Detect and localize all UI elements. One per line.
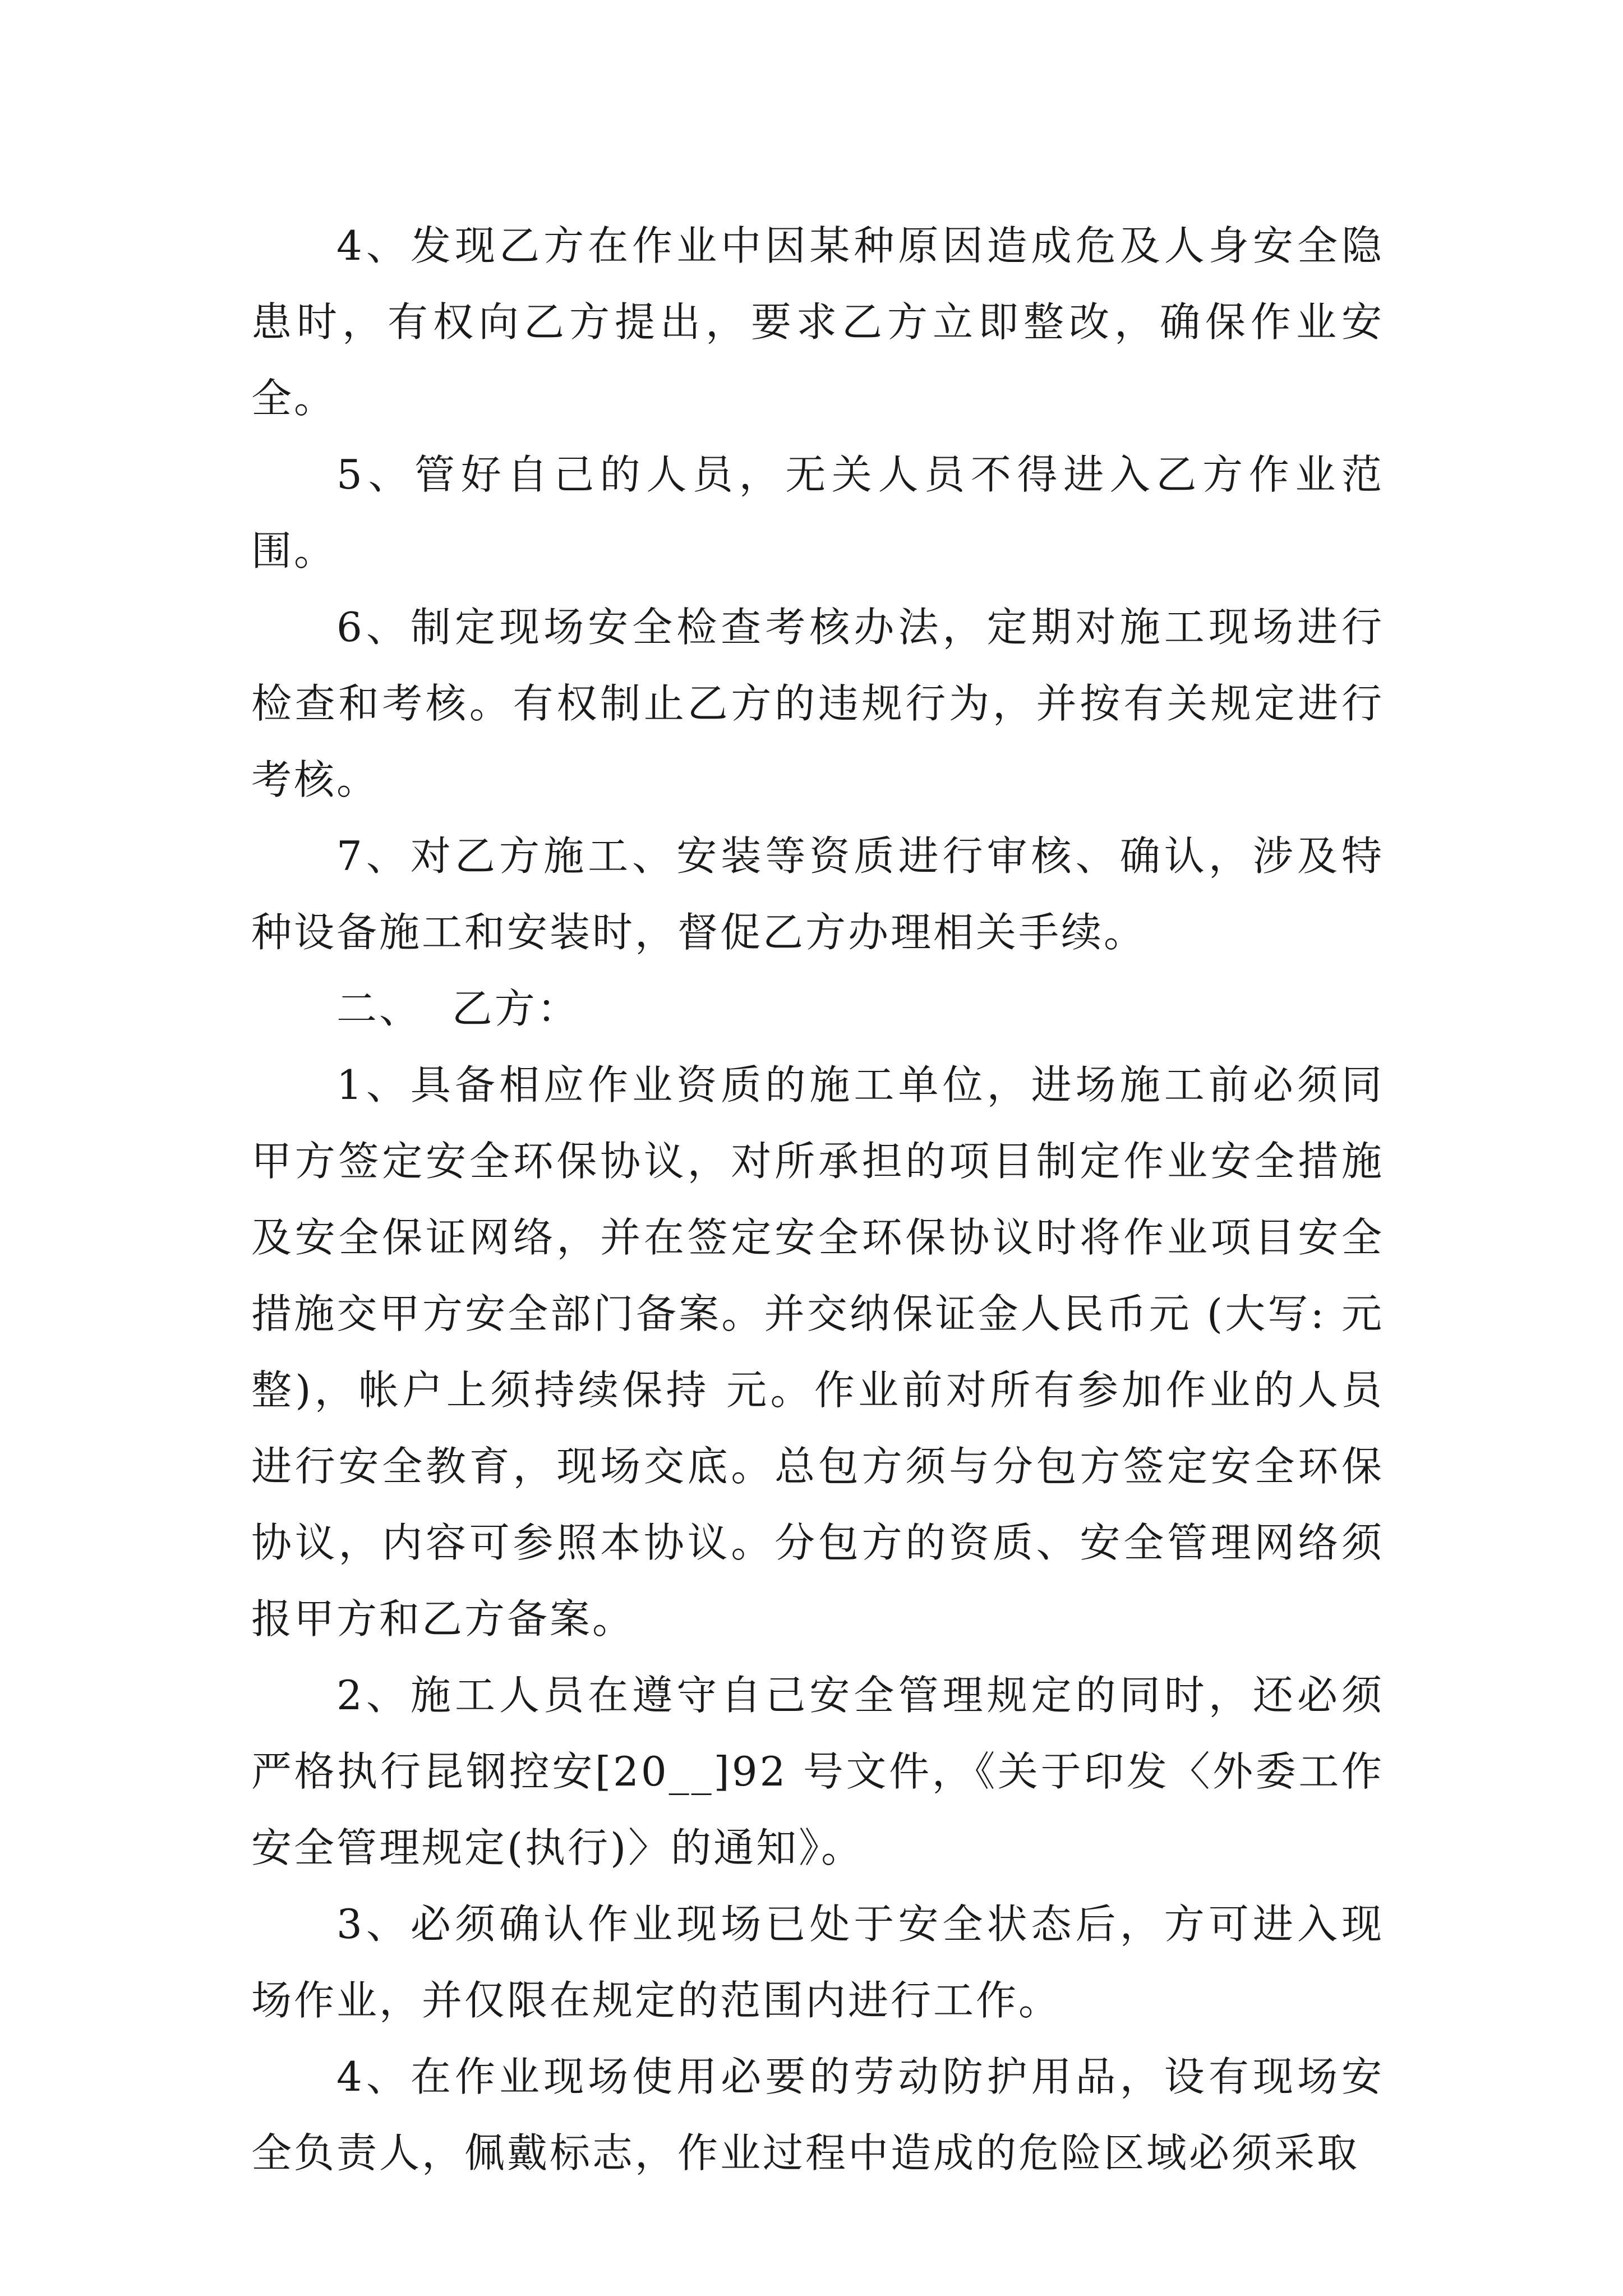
section-heading-party-b: 二、 乙方： (336, 985, 580, 1032)
paragraph-1: 4、发现乙方在作业中因某种原因造成危及人身安全隐患时，有权向乙方提出，要求乙方立即整改，确保作业安全。 (251, 222, 1384, 422)
document-body (251, 208, 1384, 2191)
paragraph-8: 4、在作业现场使用必要的劳动防护用品，设有现场安全负责人，佩戴标志，作业过程中造成的危险区域必须采取 (251, 2053, 1384, 2177)
paragraph-3: 6、制定现场安全检查考核办法，定期对施工现场进行检查和考核。有权制止乙方的违规行为，并按有关规定进行考核。 (251, 604, 1384, 803)
paragraph-5: 1、具备相应作业资质的施工单位，进场施工前必须同甲方签定安全环保协议，对所承担的项目制定作业安全措施及安全保证网络，并在签定安全环保协议时将作业项目安全措施交甲方安全部门备案。并交纳保证金人民币元 (大写: 元整)，帐户上须持续保持 元。作业前对所有参加作业的人员进行安全教育，现场交底。总包方须与分包方签定安全环保协议，内容可参照本协议。分包方的资质、安全管理网络须报甲方和乙方备案。 (251, 1061, 1384, 1642)
paragraph-2: 5、管好自己的人员，无关人员不得进入乙方作业范围。 (251, 451, 1384, 574)
paragraph-6: 2、施工人员在遵守自己安全管理规定的同时，还必须严格执行昆钢控安[20__]92 号文件，《关于印发〈外委工作安全管理规定(执行)〉的通知》。 (251, 1672, 1384, 1871)
paragraph-7: 3、必须确认作业现场已处于安全状态后，方可进入现场作业，并仅限在规定的范围内进行工作。 (251, 1901, 1384, 2024)
paragraph-4: 7、对乙方施工、安装等资质进行审核、确认，涉及特种设备施工和安装时，督促乙方办理相关手续。 (251, 832, 1384, 956)
